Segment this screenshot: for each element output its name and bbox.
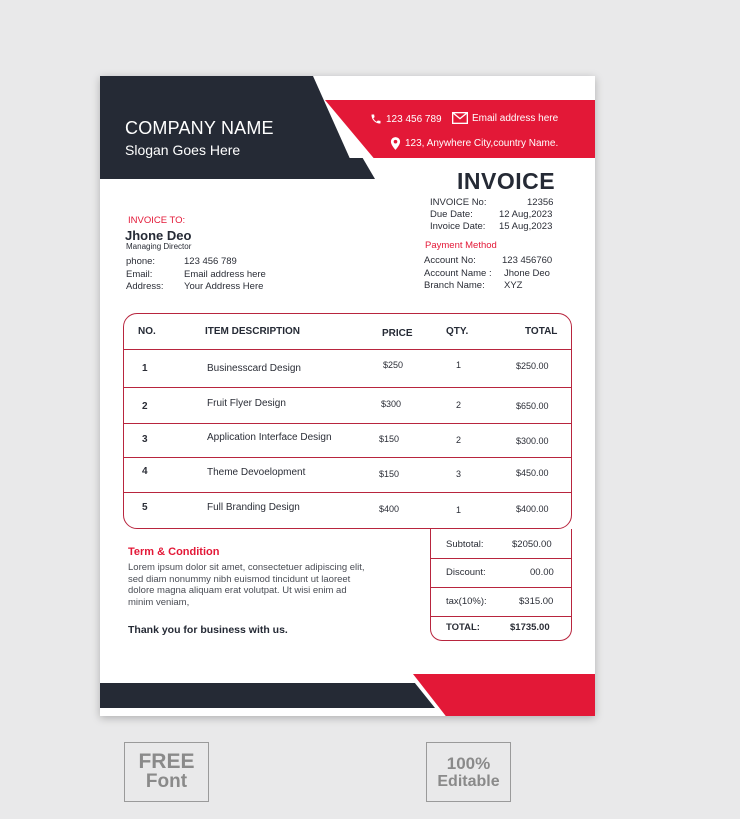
col-header-total: TOTAL <box>525 326 558 337</box>
terms-line: Lorem ipsum dolor sit amet, consectetuer adipiscing elit, <box>128 562 365 573</box>
account-name-label: Account Name : <box>424 268 492 279</box>
terms-line: sed diam nonummy nibh euismod tincidunt ut laoreet <box>128 573 351 585</box>
tax-value: $315.00 <box>519 596 554 607</box>
company-slogan: Slogan Goes Here <box>125 142 241 158</box>
row-2-no: 2 <box>142 401 148 412</box>
account-no-label: Account No: <box>424 255 476 266</box>
totals-divider <box>430 616 571 617</box>
branch-name-label: Branch Name: <box>424 280 485 291</box>
row-3-price: $150 <box>379 434 400 444</box>
account-no-value: 123 456760 <box>502 255 553 266</box>
due-date-label: Due Date: <box>430 209 473 220</box>
client-address-label: Address: <box>126 281 164 292</box>
totals-divider <box>430 587 571 588</box>
discount-label: Discount: <box>446 567 486 578</box>
row-4-price: $150 <box>379 469 400 479</box>
account-name-value: Jhone Deo <box>504 268 550 279</box>
row-1-total: $250.00 <box>516 361 549 371</box>
free-font-line2: Font <box>145 771 188 792</box>
row-3-qty: 2 <box>456 435 462 445</box>
contact-address <box>390 137 558 150</box>
table-divider <box>123 492 572 493</box>
editable-badge <box>426 742 511 802</box>
row-4-no: 4 <box>142 466 148 477</box>
client-address-value: Your Address Here <box>184 281 264 292</box>
terms-line: dolore magna aliquam erat volutpat. Ut wisi enim ad <box>128 585 347 596</box>
branch-name-value: XYZ <box>504 280 523 291</box>
col-header-qty: QTY. <box>446 326 469 337</box>
items-table <box>123 313 572 529</box>
subtotal-label: Subtotal: <box>446 539 484 550</box>
address-text: 123, Anywhere City,country Name. <box>405 138 559 149</box>
row-2-qty: 2 <box>456 400 462 410</box>
free-font-line1: FREE <box>138 750 195 773</box>
editable-line2: Editable <box>437 773 500 790</box>
invoice-no-label: INVOICE No: <box>430 197 487 208</box>
phone-text: 123 456 789 <box>386 113 442 125</box>
client-email-value: Email address here <box>184 269 266 280</box>
row-1-price: $250 <box>383 360 404 370</box>
invoice-sheet <box>100 76 595 716</box>
row-1-desc: Businesscard Design <box>207 363 301 374</box>
terms-title: Term & Condition <box>128 546 220 558</box>
client-phone-value: 123 456 789 <box>184 256 237 267</box>
invoice-to-label: INVOICE TO: <box>128 215 186 226</box>
total-value: $1735.00 <box>510 622 550 633</box>
envelope-icon <box>452 112 468 124</box>
row-5-desc: Full Branding Design <box>207 502 300 513</box>
row-3-total: $300.00 <box>516 436 549 446</box>
table-divider <box>123 349 572 350</box>
discount-value: 00.00 <box>530 567 554 578</box>
free-font-badge <box>124 742 209 802</box>
row-2-desc: Fruit Flyer Design <box>207 398 286 409</box>
invoice-title: INVOICE <box>457 168 556 194</box>
col-header-no: NO. <box>138 326 156 337</box>
subtotal-value: $2050.00 <box>512 539 552 550</box>
location-pin-icon <box>390 137 401 150</box>
row-1-qty: 1 <box>456 360 462 370</box>
row-2-price: $300 <box>381 399 402 409</box>
payment-method-label: Payment Method <box>425 240 497 251</box>
table-divider <box>123 387 572 388</box>
row-1-no: 1 <box>142 363 148 374</box>
row-5-total: $400.00 <box>516 504 549 514</box>
client-name: Jhone Deo <box>125 228 192 243</box>
row-2-total: $650.00 <box>516 401 549 411</box>
footer-red-band <box>413 674 595 716</box>
client-role: Managing Director <box>126 242 192 251</box>
contact-phone <box>370 113 442 125</box>
terms-body <box>128 562 365 608</box>
row-4-total: $450.00 <box>516 468 549 478</box>
company-name: COMPANY NAME <box>125 118 274 138</box>
row-5-no: 5 <box>142 502 148 513</box>
terms-line: minim veniam, <box>128 596 190 608</box>
table-divider <box>123 423 572 424</box>
row-5-price: $400 <box>379 504 400 514</box>
col-header-price: PRICE <box>382 328 413 339</box>
table-divider <box>123 457 572 458</box>
row-4-desc: Theme Devoelopment <box>207 467 306 478</box>
row-4-qty: 3 <box>456 469 462 479</box>
editable-line1: 100% <box>446 754 491 773</box>
client-phone-label: phone: <box>126 256 156 267</box>
email-text: Email address here <box>472 112 559 124</box>
totals-divider <box>430 558 571 559</box>
row-5-qty: 1 <box>456 505 462 515</box>
phone-icon <box>370 113 382 125</box>
total-label: TOTAL: <box>446 622 480 633</box>
invoice-date-label: Invoice Date: <box>430 221 486 232</box>
footer-dark-band <box>100 683 435 708</box>
contact-email <box>452 112 558 124</box>
due-date-value: 12 Aug,2023 <box>499 209 553 220</box>
client-email-label: Email: <box>126 269 153 280</box>
invoice-date-value: 15 Aug,2023 <box>499 221 553 232</box>
thank-you-note: Thank you for business with us. <box>128 624 288 636</box>
col-header-description: ITEM DESCRIPTION <box>205 326 301 337</box>
tax-label: tax(10%): <box>446 596 487 607</box>
row-3-desc: Application Interface Design <box>207 432 332 443</box>
row-3-no: 3 <box>142 434 148 445</box>
invoice-no-value: 12356 <box>527 197 554 208</box>
